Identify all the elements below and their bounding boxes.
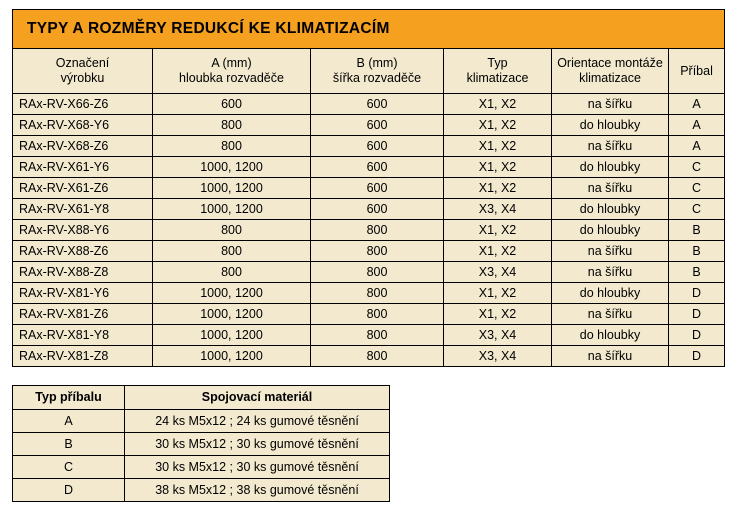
header-line-2: hloubka rozvaděče — [179, 71, 284, 85]
table-row — [13, 220, 725, 241]
table-row — [13, 433, 390, 456]
table-row — [13, 262, 725, 283]
table-row — [13, 241, 725, 262]
cell-typ: X3, X4 — [444, 199, 552, 220]
cell-orientace: do hloubky — [552, 115, 669, 136]
legend-cell-typ: B — [13, 433, 125, 456]
cell-oznaceni: RAx-RV-X66-Z6 — [13, 94, 153, 115]
cell-b: 800 — [311, 304, 444, 325]
cell-orientace: na šířku — [552, 241, 669, 262]
cell-typ: X1, X2 — [444, 94, 552, 115]
cell-b: 600 — [311, 94, 444, 115]
cell-b: 800 — [311, 346, 444, 367]
cell-pribal: D — [669, 325, 725, 346]
header-line-1: Označení — [55, 56, 110, 70]
cell-b: 600 — [311, 136, 444, 157]
cell-oznaceni: RAx-RV-X88-Y6 — [13, 220, 153, 241]
cell-oznaceni: RAx-RV-X68-Y6 — [13, 115, 153, 136]
header-line-1: A (mm) — [211, 56, 252, 70]
cell-b: 800 — [311, 241, 444, 262]
cell-orientace: na šířku — [552, 136, 669, 157]
cell-orientace: na šířku — [552, 262, 669, 283]
header-line-2: klimatizace — [466, 71, 529, 85]
table-row — [13, 157, 725, 178]
page-title: TYPY A ROZMĚRY REDUKCÍ KE KLIMATIZACÍM — [13, 10, 725, 49]
cell-orientace: do hloubky — [552, 220, 669, 241]
column-header-b-width — [311, 49, 444, 94]
cell-a: 1000, 1200 — [153, 178, 311, 199]
cell-oznaceni: RAx-RV-X81-Z6 — [13, 304, 153, 325]
cell-a: 1000, 1200 — [153, 346, 311, 367]
legend-cell-material: 30 ks M5x12 ; 30 ks gumové těsnění — [125, 456, 390, 479]
cell-orientace: na šířku — [552, 346, 669, 367]
legend-table-body — [13, 410, 390, 502]
cell-pribal: C — [669, 199, 725, 220]
cell-pribal: A — [669, 94, 725, 115]
header-line-2: klimatizace — [579, 71, 641, 85]
package-contents-table — [12, 385, 390, 502]
column-header-pribal — [669, 49, 725, 94]
cell-a: 800 — [153, 241, 311, 262]
cell-oznaceni: RAx-RV-X68-Z6 — [13, 136, 153, 157]
table-body — [13, 94, 725, 367]
cell-b: 800 — [311, 262, 444, 283]
table-row — [13, 283, 725, 304]
cell-typ: X1, X2 — [444, 220, 552, 241]
legend-table-container — [12, 385, 389, 502]
dimensions-table — [12, 9, 725, 367]
legend-cell-material: 38 ks M5x12 ; 38 ks gumové těsnění — [125, 479, 390, 502]
cell-oznaceni: RAx-RV-X61-Z6 — [13, 178, 153, 199]
header-line-1: B (mm) — [356, 56, 398, 70]
cell-oznaceni: RAx-RV-X61-Y6 — [13, 157, 153, 178]
legend-cell-typ: C — [13, 456, 125, 479]
table-row — [13, 199, 725, 220]
cell-typ: X1, X2 — [444, 241, 552, 262]
cell-pribal: D — [669, 283, 725, 304]
cell-oznaceni: RAx-RV-X81-Y6 — [13, 283, 153, 304]
cell-a: 800 — [153, 220, 311, 241]
cell-orientace: do hloubky — [552, 325, 669, 346]
legend-cell-typ: D — [13, 479, 125, 502]
cell-typ: X3, X4 — [444, 325, 552, 346]
legend-cell-material: 24 ks M5x12 ; 24 ks gumové těsnění — [125, 410, 390, 433]
cell-a: 800 — [153, 136, 311, 157]
cell-orientace: na šířku — [552, 304, 669, 325]
cell-typ: X1, X2 — [444, 136, 552, 157]
cell-pribal: C — [669, 157, 725, 178]
header-row — [13, 49, 725, 94]
cell-b: 800 — [311, 220, 444, 241]
cell-pribal: B — [669, 262, 725, 283]
cell-orientace: do hloubky — [552, 157, 669, 178]
column-header-a-depth — [153, 49, 311, 94]
legend-header-row — [13, 386, 390, 410]
cell-a: 1000, 1200 — [153, 283, 311, 304]
cell-oznaceni: RAx-RV-X81-Z8 — [13, 346, 153, 367]
cell-a: 1000, 1200 — [153, 304, 311, 325]
table-row — [13, 136, 725, 157]
header-line-2: výrobku — [60, 71, 105, 85]
table-row — [13, 479, 390, 502]
table-head — [13, 10, 725, 94]
table-row — [13, 178, 725, 199]
header-line-1: Typ — [487, 56, 508, 70]
cell-a: 1000, 1200 — [153, 157, 311, 178]
table-row — [13, 304, 725, 325]
cell-typ: X1, X2 — [444, 115, 552, 136]
table-row — [13, 94, 725, 115]
legend-table-head — [13, 386, 390, 410]
cell-typ: X1, X2 — [444, 304, 552, 325]
cell-a: 1000, 1200 — [153, 199, 311, 220]
cell-oznaceni: RAx-RV-X61-Y8 — [13, 199, 153, 220]
title-row — [13, 10, 725, 49]
cell-orientace: do hloubky — [552, 199, 669, 220]
cell-b: 600 — [311, 157, 444, 178]
cell-typ: X3, X4 — [444, 346, 552, 367]
cell-pribal: A — [669, 136, 725, 157]
cell-pribal: A — [669, 115, 725, 136]
cell-b: 600 — [311, 199, 444, 220]
cell-typ: X1, X2 — [444, 157, 552, 178]
table-row — [13, 410, 390, 433]
table-row — [13, 325, 725, 346]
main-table-container — [12, 9, 724, 367]
header-line-1: Příbal — [680, 63, 713, 78]
column-header-oznaceni — [13, 49, 153, 94]
legend-column-header-material: Spojovací materiál — [125, 386, 390, 410]
table-row — [13, 115, 725, 136]
table-row — [13, 346, 725, 367]
cell-oznaceni: RAx-RV-X81-Y8 — [13, 325, 153, 346]
column-header-typ-klimatizace — [444, 49, 552, 94]
legend-column-header-typ-pribalu: Typ příbalu — [13, 386, 125, 410]
cell-b: 600 — [311, 115, 444, 136]
cell-oznaceni: RAx-RV-X88-Z8 — [13, 262, 153, 283]
cell-pribal: D — [669, 346, 725, 367]
cell-pribal: B — [669, 220, 725, 241]
header-line-2: šířka rozvaděče — [332, 71, 422, 85]
cell-orientace: na šířku — [552, 178, 669, 199]
cell-a: 1000, 1200 — [153, 325, 311, 346]
cell-orientace: na šířku — [552, 94, 669, 115]
cell-typ: X1, X2 — [444, 283, 552, 304]
table-row — [13, 456, 390, 479]
cell-orientace: do hloubky — [552, 283, 669, 304]
cell-pribal: C — [669, 178, 725, 199]
column-header-orientace — [552, 49, 669, 94]
cell-pribal: B — [669, 241, 725, 262]
cell-pribal: D — [669, 304, 725, 325]
header-line-1: Orientace montáže — [557, 56, 663, 70]
cell-oznaceni: RAx-RV-X88-Z6 — [13, 241, 153, 262]
legend-cell-material: 30 ks M5x12 ; 30 ks gumové těsnění — [125, 433, 390, 456]
legend-cell-typ: A — [13, 410, 125, 433]
cell-typ: X3, X4 — [444, 262, 552, 283]
cell-a: 800 — [153, 262, 311, 283]
cell-b: 600 — [311, 178, 444, 199]
cell-b: 800 — [311, 283, 444, 304]
cell-a: 600 — [153, 94, 311, 115]
cell-typ: X1, X2 — [444, 178, 552, 199]
cell-b: 800 — [311, 325, 444, 346]
cell-a: 800 — [153, 115, 311, 136]
